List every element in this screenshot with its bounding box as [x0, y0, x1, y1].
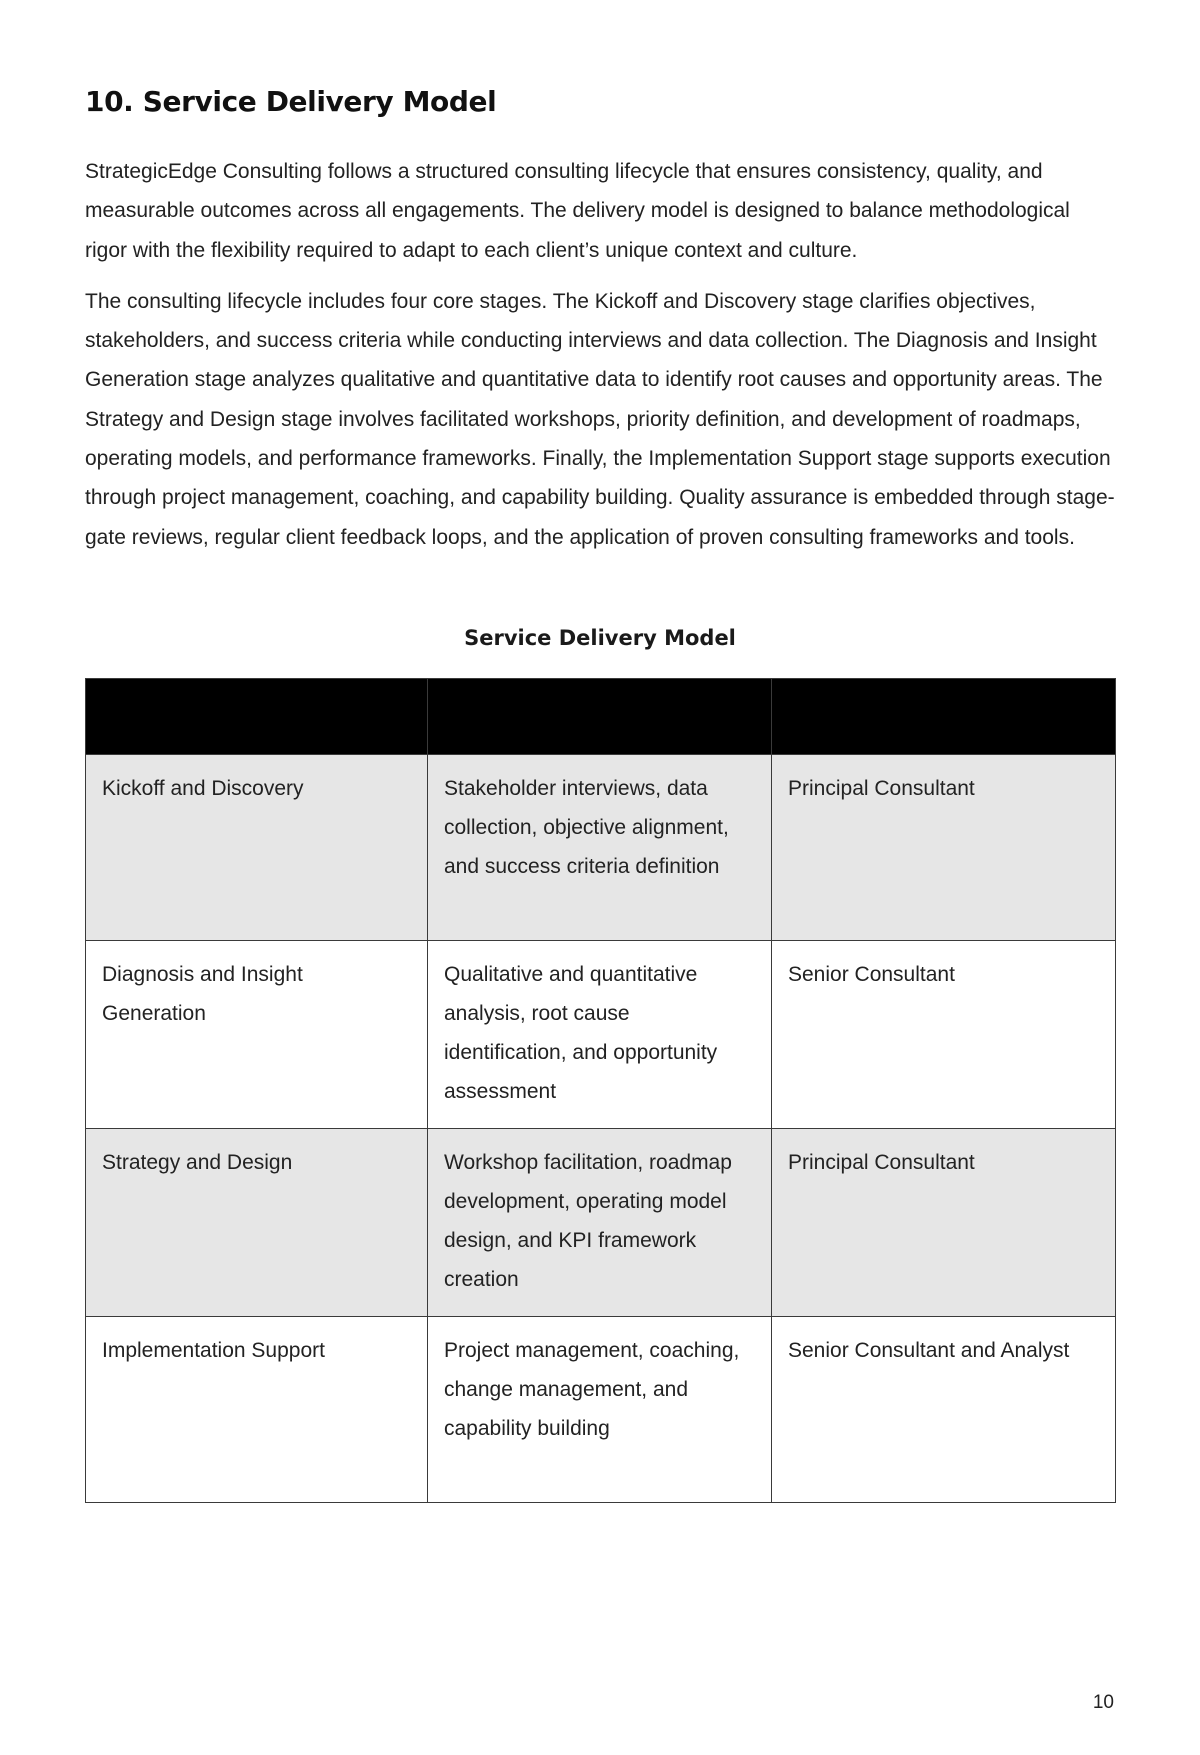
stage-cell: Kickoff and Discovery — [86, 754, 428, 940]
activities-cell: Stakeholder interviews, data collection, objective alignment, and success criteria definition — [428, 754, 772, 940]
table-title: Service Delivery Model — [464, 625, 736, 650]
section-heading: 10. Service Delivery Model — [85, 85, 497, 118]
table-header-row — [86, 678, 1116, 754]
activities-cell: Qualitative and quantitative analysis, root cause identification, and opportunity assessment — [428, 940, 772, 1128]
activities-cell: Project management, coaching, change management, and capability building — [428, 1316, 772, 1502]
header-cell-stage — [86, 678, 428, 754]
lead-cell: Senior Consultant and Analyst — [772, 1316, 1116, 1502]
lead-cell: Principal Consultant — [772, 1128, 1116, 1316]
table-row — [86, 1316, 1116, 1502]
stage-cell: Diagnosis and Insight Generation — [86, 940, 428, 1128]
table-row — [86, 940, 1116, 1128]
service-delivery-table — [85, 678, 1116, 1503]
table-row — [86, 754, 1116, 940]
header-cell-lead — [772, 678, 1116, 754]
table-row — [86, 1128, 1116, 1316]
lead-cell: Senior Consultant — [772, 940, 1116, 1128]
page-content — [85, 80, 1115, 1503]
intro-paragraph: StrategicEdge Consulting follows a structured consulting lifecycle that ensures consistency, quality, and measurable outcomes across all engagements. The delivery model is designed to balance methodological rigor with the flexibility required to adapt to each client’s unique context and culture. — [85, 160, 1070, 262]
stage-cell: Implementation Support — [86, 1316, 428, 1502]
activities-cell: Workshop facilitation, roadmap development, operating model design, and KPI framework creation — [428, 1128, 772, 1316]
page-number: 10 — [1092, 1692, 1114, 1713]
lead-cell: Principal Consultant — [772, 754, 1116, 940]
stage-cell: Strategy and Design — [86, 1128, 428, 1316]
header-cell-activities — [428, 678, 772, 754]
lifecycle-paragraph: The consulting lifecycle includes four core stages. The Kickoff and Discovery stage clarifies objectives, stakeholders, and success criteria while conducting interviews and data collection. The Diagnosis and Insight Generation stage analyzes qualitative and quantitative data to identify root causes and opportunity areas. The Strategy and Design stage involves facilitated workshops, priority definition, and development of roadmaps, operating models, and performance frameworks. Finally, the Implementation Support stage supports execution through project management, coaching, and capability building. Quality assurance is embedded through stage-gate reviews, regular client feedback loops, and the application of proven consulting frameworks and tools. — [85, 289, 1115, 549]
